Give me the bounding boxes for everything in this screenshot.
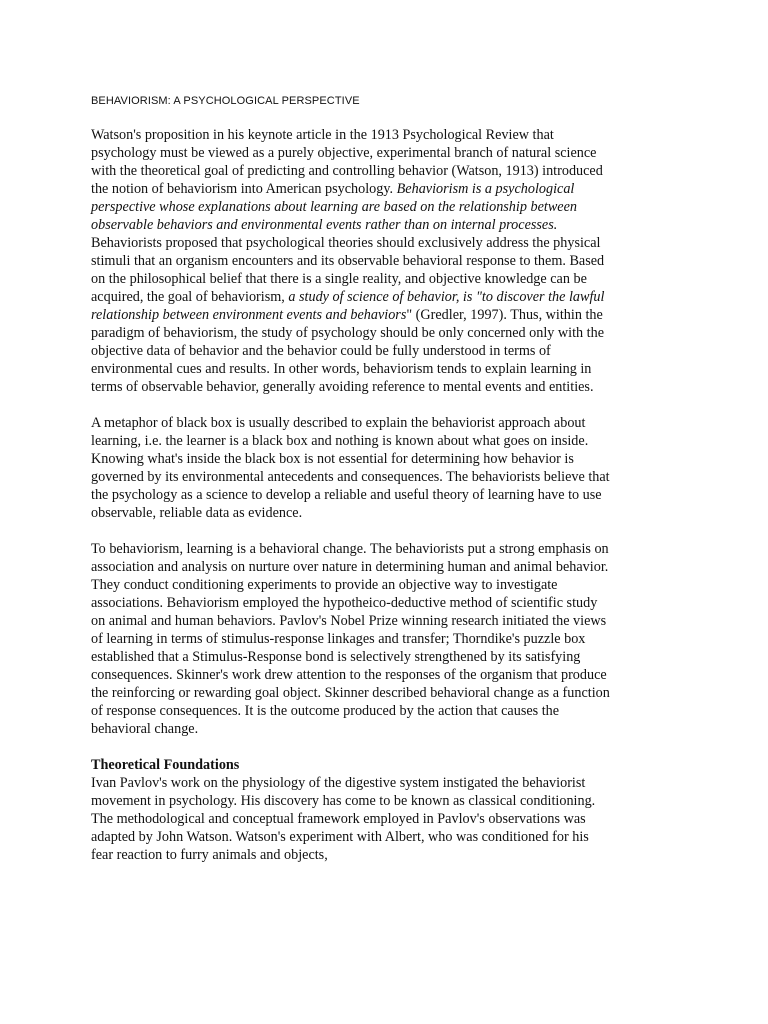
document-title: BEHAVIORISM: A PSYCHOLOGICAL PERSPECTIVE [91, 95, 360, 107]
paragraph-behavioral-change: To behaviorism, learning is a behavioral change. The behaviorists put a strong emphasis on association and analysis on nurture over nature in determining human and animal behavior. They conduct conditioning experiments to provide an objective way to investigate associations. Behaviorism employed the hypotheico-deductive method of scientific study on animal and human behaviors. Pavlov's Nobel Prize winning research initiated the views of learning in terms of stimulus-response linkages and transfer; Thorndike's puzzle box established that a Stimulus-Response bond is selectively strengthened by its satisfying consequences. Skinner's work drew attention to the responses of the organism that produce the reinforcing or rewarding goal object. Skinner described behavioral change as a function of response consequences. It is the outcome produced by the action that causes the behavioral change. [91, 541, 610, 737]
paragraph-black-box: A metaphor of black box is usually described to explain the behaviorist approach about learning, i.e. the learner is a black box and nothing is known about what goes on inside. Knowing what's inside the black box is not essential for determining how behavior is governed by its environmental antecedents and consequences. The behaviorists believe that the psychology as a science to develop a reliable and useful theory of learning have to use observable, reliable data as evidence. [91, 415, 610, 521]
italic-quote: a study of science of behavior, is "to discover the lawful relationship between environment events and behaviors [91, 289, 605, 323]
italic-definition: Behaviorism is a psychological perspective whose explanations about learning are based on the relationship between observable behaviors and environmental events rather than on internal processes. [91, 181, 577, 233]
section-heading-theoretical-foundations: Theoretical Foundations [91, 757, 240, 773]
paragraph-watson-proposition [91, 126, 611, 396]
paragraph-text: " (Gredler, 1997). Thus, within the paradigm of behaviorism, the study of psychology should be only concerned only with the objective data of behavior and the behavior could be fully understood in terms of environmental cues and results. In other words, behaviorism tends to explain learning in terms of observable behavior, generally avoiding reference to mental events and entities. [91, 307, 605, 395]
paragraph-text: Behaviorists proposed that psychological theories should exclusively address the physical stimuli that an organism encounters and its observable behavioral response to them. Based on the philosophical belief that there is a single reality, and objective knowledge can be acquired, the goal of behaviorism, [91, 235, 605, 305]
document-page [91, 94, 611, 864]
paragraph-pavlov: Ivan Pavlov's work on the physiology of the digestive system instigated the behaviorist movement in psychology. His discovery has come to be known as classical conditioning. The methodological and conceptual framework employed in Pavlov's observations was adapted by John Watson. Watson's experiment with Albert, who was conditioned for his fear reaction to furry animals and objects, [91, 775, 596, 863]
paragraph-text: Watson's proposition in his keynote article in the 1913 Psychological Review that psychology must be viewed as a purely objective, experimental branch of natural science with the theoretical goal of predicting and controlling behavior (Watson, 1913) introduced the notion of behaviorism into American psychology. [91, 127, 603, 197]
